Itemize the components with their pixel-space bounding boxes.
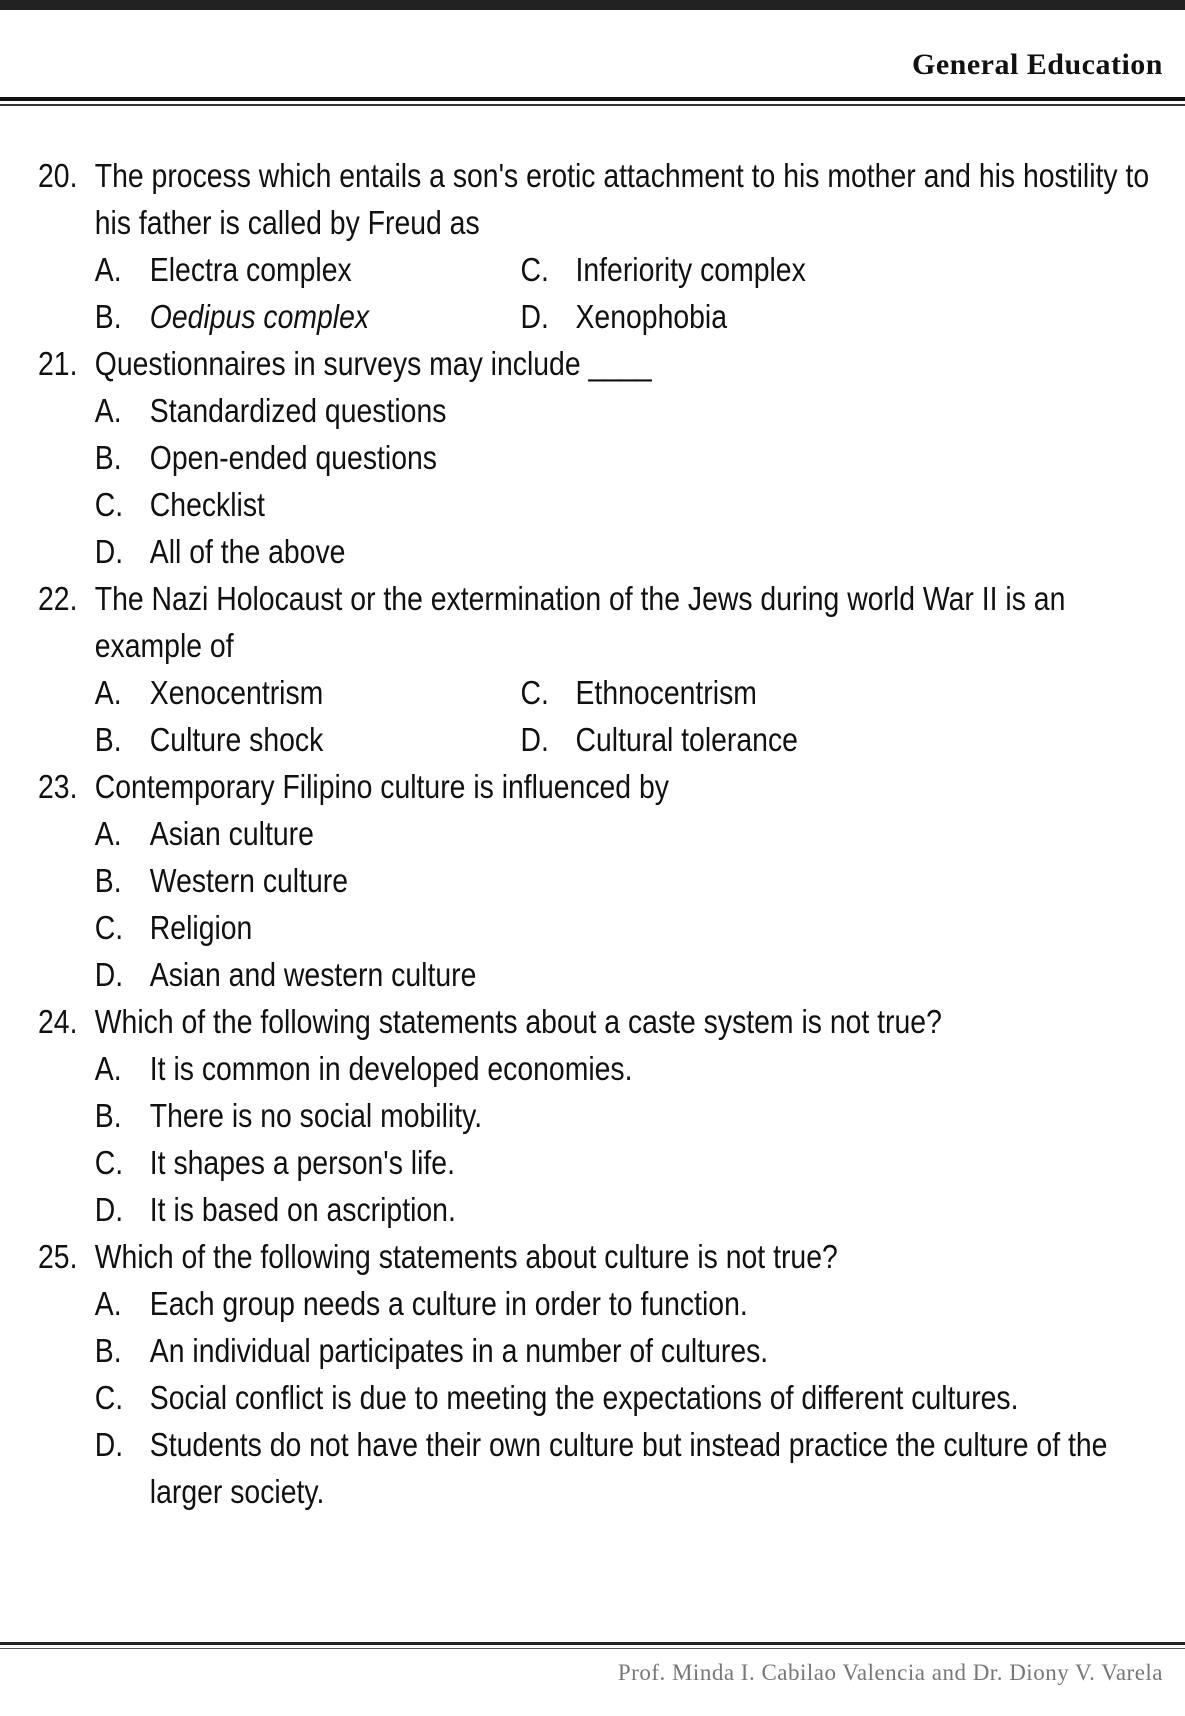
option-list (95, 1280, 1165, 1515)
option-b (95, 1092, 1165, 1139)
option-c (95, 481, 1165, 528)
question-number: 24. (38, 1003, 78, 1040)
option-text: Xenocentrism (149, 674, 324, 711)
option-b (95, 1327, 1165, 1374)
question-21 (38, 340, 1165, 575)
option-d (520, 716, 1164, 763)
option-list (95, 1045, 1165, 1233)
option-text: It shapes a person's life. (149, 1144, 455, 1181)
option-letter: B. (94, 721, 122, 758)
question-24 (38, 998, 1165, 1233)
option-c (95, 1139, 1165, 1186)
option-letter: C. (94, 909, 124, 946)
question-stem (38, 340, 1165, 387)
footer-divider-secondary (0, 1648, 1185, 1649)
option-c (520, 246, 1164, 293)
question-number: 25. (38, 1238, 78, 1275)
option-text: Asian and western culture (149, 956, 477, 993)
option-b (95, 434, 1165, 481)
option-d (520, 293, 1164, 340)
footer-divider (0, 1642, 1185, 1645)
option-letter: C. (94, 486, 124, 523)
option-text: Inferiority complex (575, 251, 806, 288)
option-b (95, 857, 1165, 904)
option-letter: B. (94, 1097, 122, 1134)
question-number: 22. (38, 580, 78, 617)
option-letter: B. (94, 862, 122, 899)
question-number: 20. (38, 157, 78, 194)
question-stem (38, 763, 1165, 810)
option-letter: A. (94, 1285, 122, 1322)
question-list (38, 152, 1165, 1515)
option-letter: D. (94, 1191, 124, 1228)
option-a (95, 1280, 1165, 1327)
option-text: Asian culture (149, 815, 314, 852)
option-list (95, 387, 1165, 575)
option-text: All of the above (149, 533, 346, 570)
option-text: Oedipus complex (149, 298, 370, 335)
option-letter: A. (94, 251, 122, 288)
question-text: Which of the following statements about a caste system is not true? (94, 1003, 942, 1040)
question-text: Contemporary Filipino culture is influenced by (94, 768, 669, 805)
option-text: Religion (149, 909, 253, 946)
option-letter: C. (94, 1144, 124, 1181)
option-text: It is based on ascription. (149, 1191, 456, 1228)
option-list (95, 669, 1165, 763)
question-25 (38, 1233, 1165, 1515)
option-text: Standardized questions (149, 392, 447, 429)
question-text: Which of the following statements about culture is not true? (94, 1238, 838, 1275)
option-d (95, 1186, 1165, 1233)
option-a (95, 387, 1165, 434)
option-letter: D. (520, 298, 549, 335)
option-letter: C. (94, 1379, 124, 1416)
option-letter: C. (520, 251, 549, 288)
option-letter: D. (94, 956, 124, 993)
option-letter: B. (94, 1332, 122, 1369)
option-text: Western culture (149, 862, 349, 899)
question-20 (38, 152, 1165, 340)
option-text: There is no social mobility. (149, 1097, 483, 1134)
option-letter: C. (520, 674, 549, 711)
footer-credit: Prof. Minda I. Cabilao Valencia and Dr. Diony V. Varela (617, 1660, 1163, 1685)
question-text: Questionnaires in surveys may include ____ (94, 345, 652, 382)
option-letter: D. (520, 721, 549, 758)
option-c (95, 1374, 1165, 1421)
option-c (95, 904, 1165, 951)
option-text: Each group needs a culture in order to function. (149, 1285, 748, 1322)
option-letter: A. (94, 815, 122, 852)
option-a (95, 669, 521, 716)
option-text: Social conflict is due to meeting the expectations of different cultures. (149, 1379, 1019, 1416)
option-text: An individual participates in a number of cultures. (149, 1332, 769, 1369)
question-stem (38, 152, 1165, 246)
question-stem (38, 1233, 1165, 1280)
option-letter: B. (94, 298, 122, 335)
page-header-title: General Education (911, 48, 1163, 81)
top-border (0, 0, 1185, 10)
question-22 (38, 575, 1165, 763)
option-text: It is common in developed economies. (149, 1050, 633, 1087)
option-b (95, 716, 521, 763)
option-b (95, 293, 521, 340)
question-text: The Nazi Holocaust or the extermination of the Jews during world War II is an example of (94, 580, 1066, 664)
option-a (95, 810, 1165, 857)
option-text: Open-ended questions (149, 439, 437, 476)
option-letter: A. (94, 1050, 122, 1087)
question-number: 23. (38, 768, 78, 805)
option-list (95, 246, 1165, 340)
option-letter: D. (94, 1426, 124, 1463)
option-d (95, 528, 1165, 575)
option-text: Cultural tolerance (575, 721, 798, 758)
option-text: Culture shock (149, 721, 324, 758)
option-list (95, 810, 1165, 998)
question-text: The process which entails a son's erotic attachment to his mother and his hostility to his father is called by Freud as (94, 157, 1150, 241)
header-divider (0, 97, 1185, 101)
option-text: Electra complex (149, 251, 352, 288)
option-letter: A. (94, 392, 122, 429)
option-a (95, 1045, 1165, 1092)
question-stem (38, 998, 1165, 1045)
option-d (95, 1421, 1165, 1515)
question-number: 21. (38, 345, 78, 382)
question-stem (38, 575, 1165, 669)
option-c (520, 669, 1164, 716)
option-text: Ethnocentrism (575, 674, 757, 711)
option-letter: D. (94, 533, 124, 570)
option-d (95, 951, 1165, 998)
option-text: Xenophobia (575, 298, 728, 335)
header-divider-secondary (0, 104, 1185, 106)
option-text: Checklist (149, 486, 265, 523)
option-text: Students do not have their own culture but instead practice the culture of the larger society. (149, 1426, 1108, 1510)
option-letter: A. (94, 674, 122, 711)
question-23 (38, 763, 1165, 998)
option-a (95, 246, 521, 293)
option-letter: B. (94, 439, 122, 476)
